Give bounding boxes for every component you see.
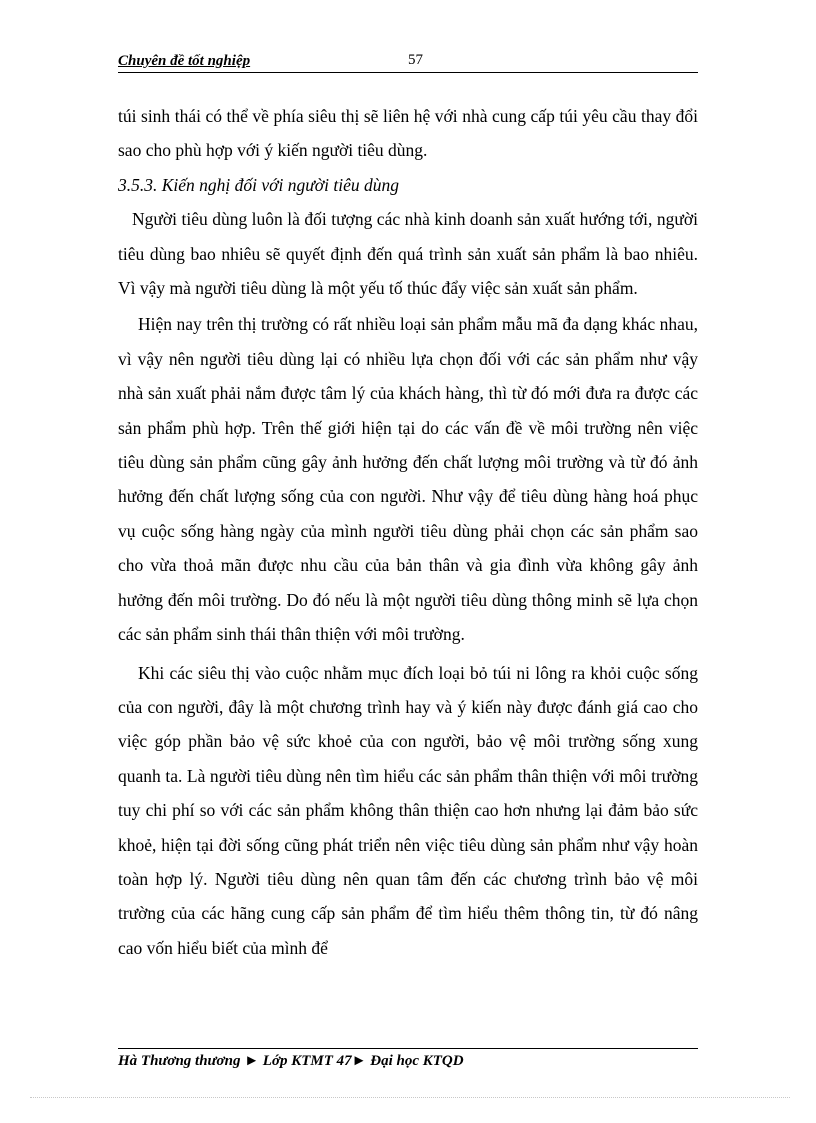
document-title: Chuyên đề tốt nghiệp: [118, 53, 251, 69]
footer-text: Hà Thương thương ► Lớp KTMT 47► Đại học KTQD: [118, 1053, 464, 1069]
page-body: [118, 99, 698, 965]
paragraph-2: Hiện nay trên thị trường có rất nhiều loại sản phẩm mẫu mã đa dạng khác nhau, vì vậy nên người tiêu dùng lại có nhiều lựa chọn đối với các sản phẩm như vậy nhà sản xuất phải nắm được tâm lý của khách hàng, thì từ đó mới đưa ra được các sản phẩm phù hợp. Trên thế giới hiện tại do các vấn đề về môi trường nên việc tiêu dùng sản phẩm cũng gây ảnh hưởng đến chất lượng môi trường và từ đó ảnh hưởng đến chất lượng sống của con người. Như vậy để tiêu dùng hàng hoá phục vụ cuộc sống hàng ngày của mình người tiêu dùng phải chọn các sản phẩm sao cho vừa thoả mãn được nhu cầu của bản thân và gia đình vừa không gây ảnh hưởng đến môi trường. Do đó nếu là một người tiêu dùng thông minh sẽ lựa chọn các sản phẩm sinh thái thân thiện với môi trường.: [118, 314, 698, 645]
paragraph-1: Người tiêu dùng luôn là đối tượng các nhà kinh doanh sản xuất hướng tới, người tiêu dùng bao nhiêu sẽ quyết định đến quá trình sản xuất sản phẩm là bao nhiêu. Vì vậy mà người tiêu dùng là một yếu tố thúc đẩy việc sản xuất sản phẩm.: [118, 209, 698, 299]
page-bottom-divider: [30, 1097, 790, 1098]
paragraph-continuation: túi sinh thái có thể về phía siêu thị sẽ liên hệ với nhà cung cấp túi yêu cầu thay đổi sao cho phù hợp với ý kiến người tiêu dùng.: [118, 106, 698, 161]
paragraph-3: Khi các siêu thị vào cuộc nhằm mục đích loại bỏ túi ni lông ra khỏi cuộc sống của con người, đây là một chương trình hay và ý kiến này được đánh giá cao cho việc góp phần bảo vệ sức khoẻ của con người, bảo vệ môi trường sống xung quanh ta. Là người tiêu dùng nên tìm hiểu các sản phẩm thân thiện với môi trường tuy chi phí so với các sản phẩm không thân thiện cao hơn nhưng lại đảm bảo sức khoẻ, hiện tại đời sống cũng phát triển nên việc tiêu dùng sản phẩm như vậy hoàn toàn hợp lý. Người tiêu dùng nên quan tâm đến các chương trình bảo vệ môi trường của các hãng cung cấp sản phẩm để tìm hiểu thêm thông tin, từ đó nâng cao vốn hiểu biết của mình để: [118, 662, 698, 958]
page-footer: [118, 1048, 698, 1070]
section-heading: 3.5.3. Kiến nghị đối với người tiêu dùng: [118, 174, 399, 195]
page-header: [118, 52, 698, 73]
page-number: 57: [408, 52, 423, 68]
